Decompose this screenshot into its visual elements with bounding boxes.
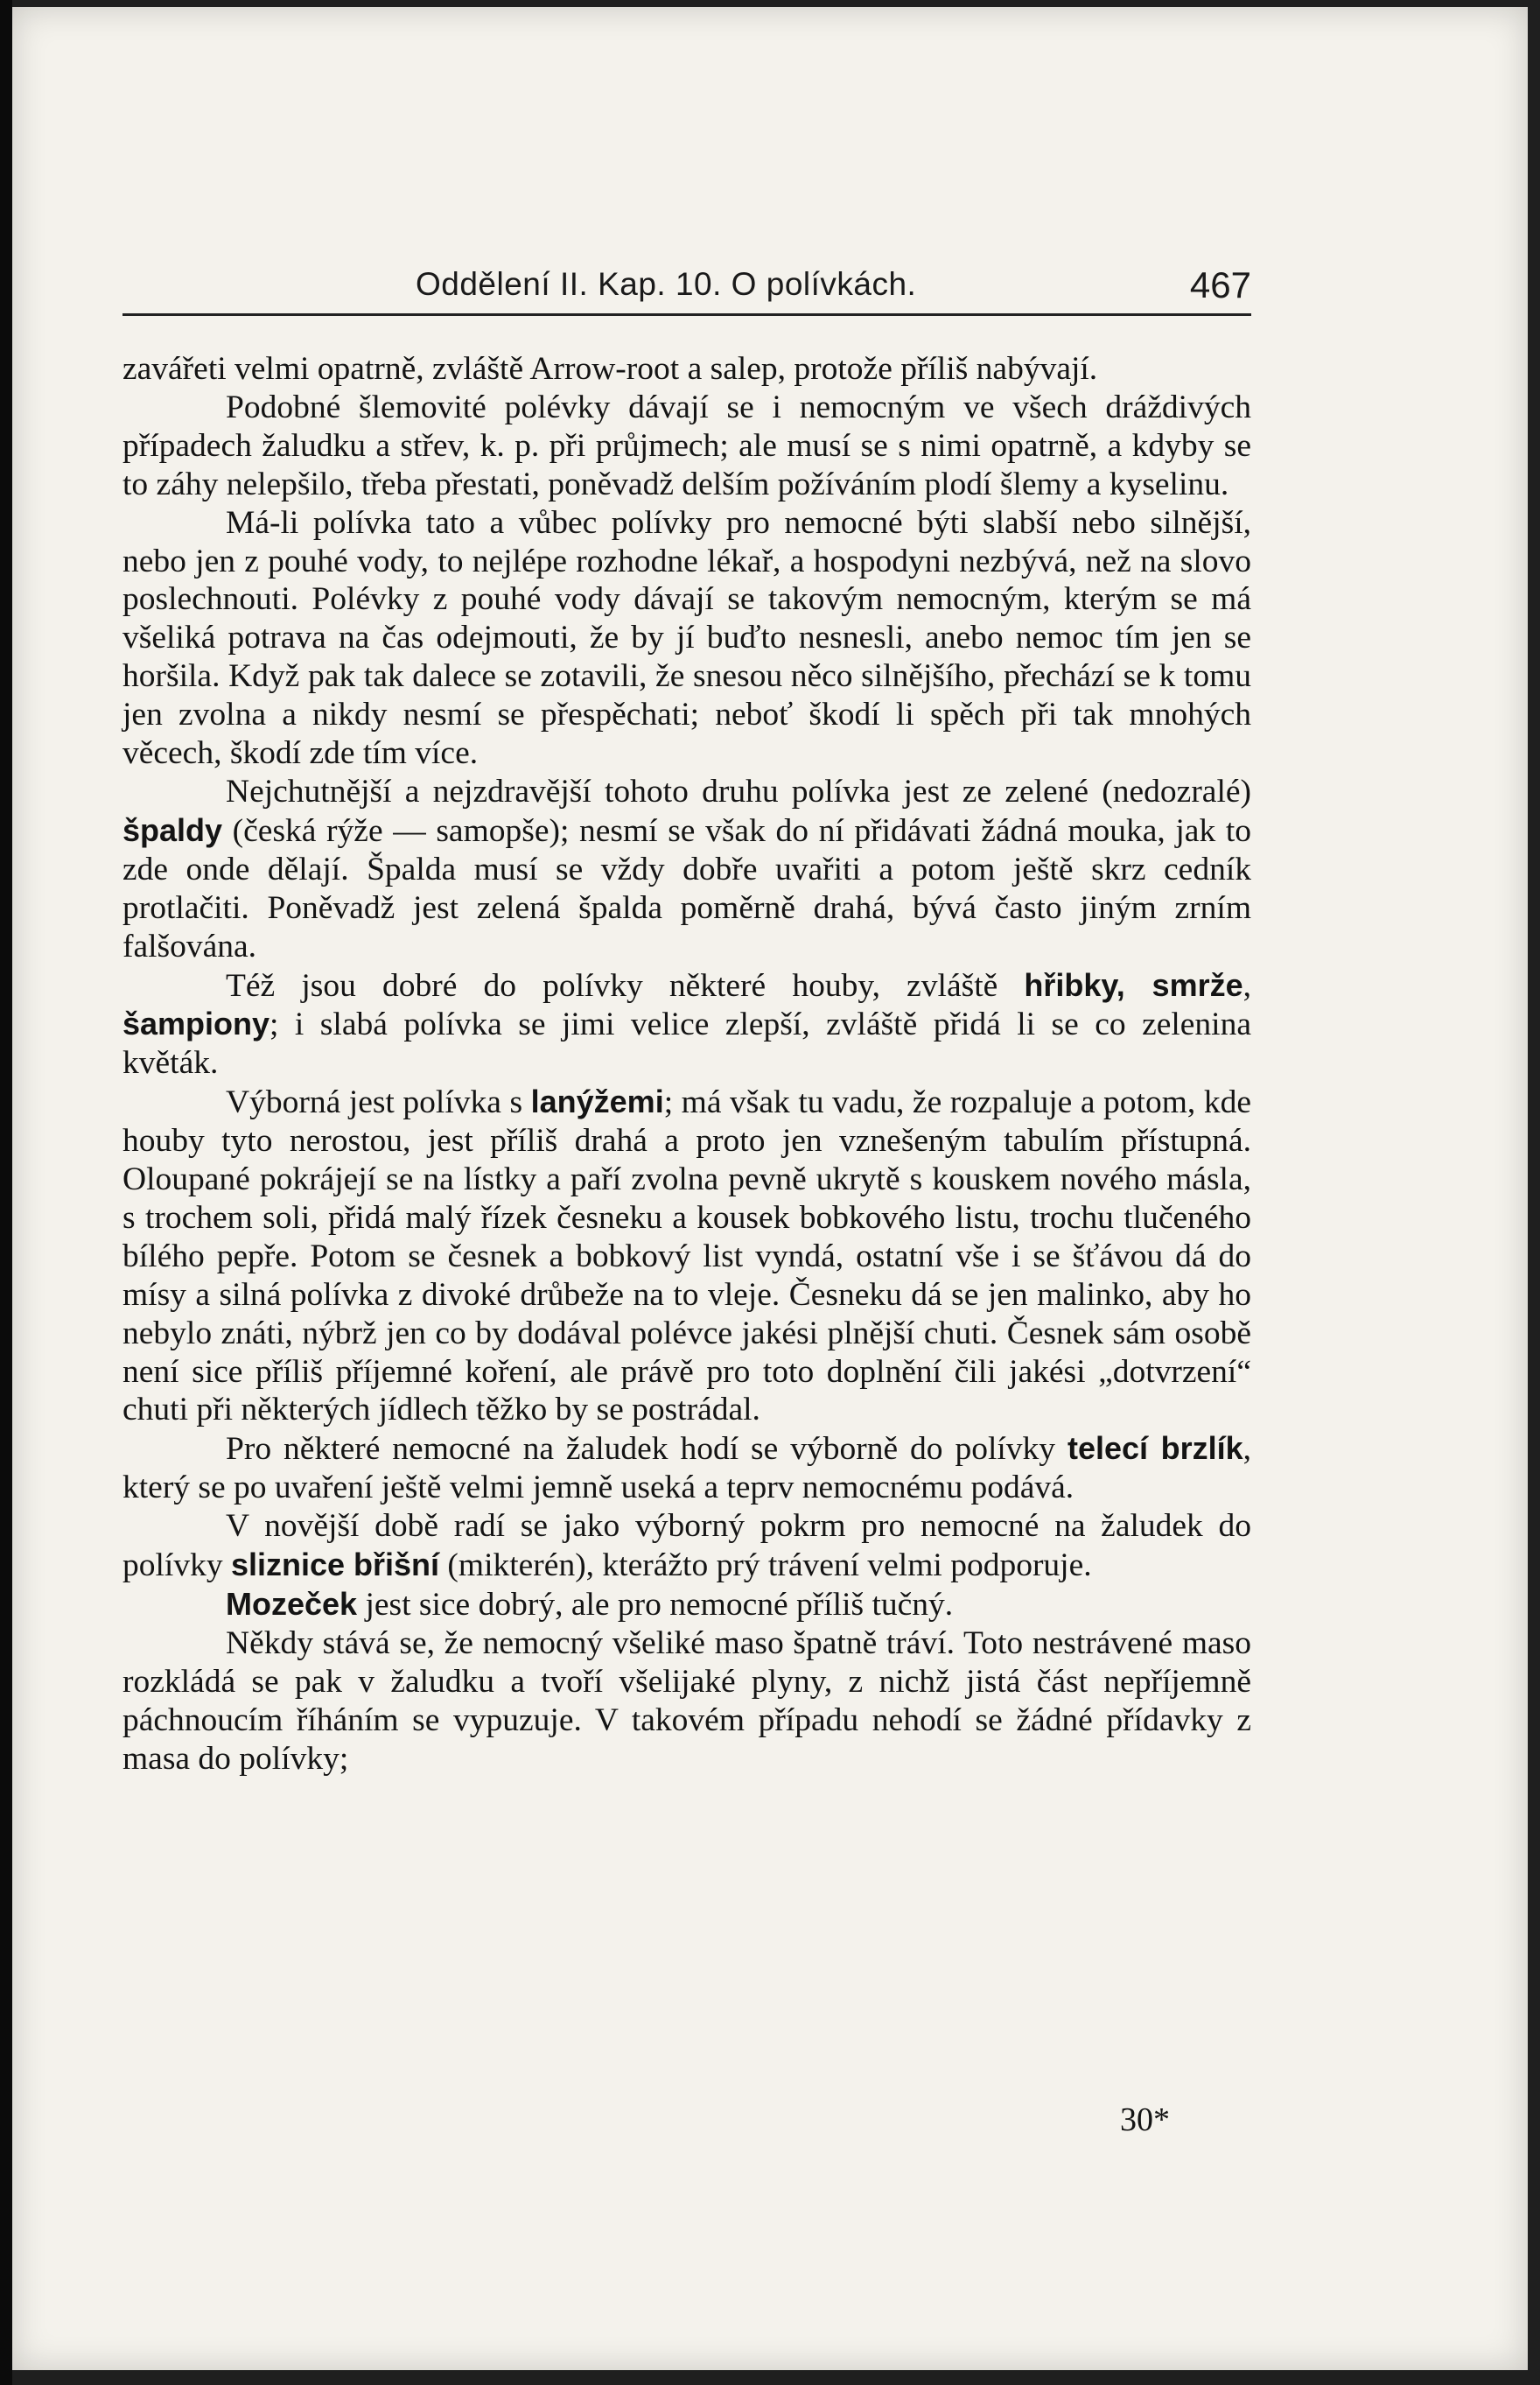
text-run: Výborná jest polívka s [226,1084,531,1121]
text-run: Někdy stává se, že nemocný všeliké maso špatně tráví. Toto nestrávené maso rozkládá se pak v žaludku a tvoří všelijaké plyny, z nichž jistá část nepříjemně páchnoucím říháním se vypuzuje. V takovém případu nehodí se žádné přídavky z masa do polívky; [122,1624,1251,1777]
bold-term: telecí brzlík [1067,1430,1243,1467]
text-run: , [1242,967,1251,1004]
running-title: Oddělení II. Kap. 10. O polívkách. [416,266,917,302]
bold-term: hřibky, smrže [1024,966,1243,1003]
signature-mark: 30* [1120,2101,1170,2138]
paragraph [122,1429,1251,1507]
text-run: Pro některé nemocné na žaludek hodí se výborně do polívky [226,1431,1068,1468]
text-run: (česká rýže — samopše); nesmí se však do ní přidávati žádná mouka, jak to zde onde dělají. Špalda musí se vždy dobře uvařiti a potom ještě skrz cedník protlačiti. Poněvadž jest zelená špalda poměrně drahá, bývá často jiným zrním falšována. [122,812,1251,965]
paragraph [122,389,1251,504]
text-run: Má-li polívka tato a vůbec polívky pro nemocné býti slabší nebo silnější, nebo jen z pouhé vody, to nejlépe rozhodne lékař, a hospodyni nezbývá, než na slovo poslechnouti. Polévky z pouhé vody dávají se takovým nemocným, kterým se má všeliká potrava na čas odejmouti, že by jí buďto nesnesli, anebo nemoc tím jen se horšila. Když pak tak dalece se zotavili, že snesou něco silnějšího, přechází se k tomu jen zvolna a nikdy nesmí se přespěchati; neboť škodí li spěch při tak mnohých věcech, škodí zde tím více. [122,504,1251,772]
text-run: (mikterén), kterážto prý trávení velmi podporuje. [439,1547,1092,1584]
paragraph [122,1585,1251,1624]
paragraph [122,1624,1251,1778]
text-run: ; má však tu vadu, že rozpaluje a potom, kde houby tyto nerostou, jest příliš drahá a proto jen vznešeným tabulím přístupná. Oloupané pokrájejí se na lístky a paří zvolna pevně ukrytě s kouskem nového másla, s trochem soli, přidá malý řízek česneku a kousek bobkového listu, trochu tlučeného bílého pepře. Potom se česnek a bobkový list vyndá, ostatní vše i se šťávou dá do mísy a silná polívka z divoké drůbeže na to vleje. Česneku dá se jen malinko, aby ho nebylo znáti, nýbrž jen co by dodával polévce jakési plnější chuti. Česnek sám osobě není sice příliš příjemné koření, ale právě pro toto doplnění čili jakési „dotvrzení“ chuti při některých jídlech těžko by se postrádal. [122,1084,1251,1428]
paragraph [122,773,1251,966]
paragraph [122,1507,1251,1585]
paragraph [122,350,1251,389]
bold-term: šampiony [122,1006,270,1042]
paragraph [122,966,1251,1084]
bold-term: lanýžemi [530,1084,664,1120]
text-run: ; i slabá polívka se jimi velice zlepší, zvláště přidá li se co zelenina květák. [122,1007,1251,1082]
bold-term: Mozeček [226,1586,358,1622]
page-header [122,263,1251,315]
text-run: jest sice dobrý, ale pro nemocné příliš tučný. [357,1587,954,1623]
bold-term: špaldy [122,811,223,848]
text-run: zavářeti velmi opatrně, zvláště Arrow-root a salep, protože příliš nabývají. [122,351,1098,387]
text-run: , který se po uvaření ještě velmi jemně useká a teprv nemocnému podává. [122,1431,1252,1506]
page-number: 467 [1189,264,1251,305]
text-run: V novější době radí se jako výborný pokrm pro nemocné na žaludek do polívky [122,1508,1251,1584]
paragraph [122,1083,1251,1429]
text-run: Též jsou dobré do polívky některé houby, zvláště [226,967,1025,1004]
scan-edge [0,0,12,2385]
bold-term: sliznice břišní [230,1547,440,1583]
header-rule [122,313,1251,316]
body-text [122,350,1251,1778]
paragraph [122,504,1251,773]
text-run: Nejchutnější a nejzdravější tohoto druhu polívka jest ze zelené (nedozralé) [226,773,1251,810]
text-run: Podobné šlemovité polévky dávají se i nemocným ve všech dráždivých případech žaludku a střev, k. p. při průjmech; ale musí se s nimi opatrně, a kdyby se to záhy nelepšilo, třeba přestati, poněvadž delším požíváním plodí šlemy a kyselinu. [122,389,1251,502]
